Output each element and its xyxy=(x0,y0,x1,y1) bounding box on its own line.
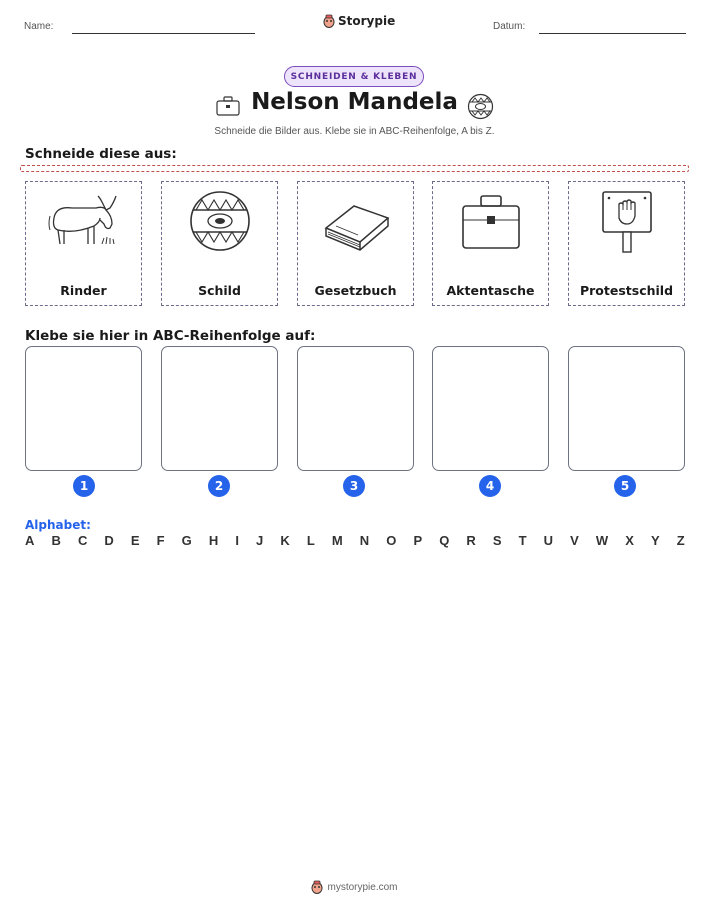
number-badge-4: 4 xyxy=(479,475,501,497)
letter: H xyxy=(208,533,219,548)
protest-sign-icon xyxy=(587,188,667,254)
briefcase-icon xyxy=(451,188,531,254)
name-label: Name: xyxy=(24,21,54,32)
card-label: Schild xyxy=(198,283,241,298)
logo-text: Storypie xyxy=(338,14,396,28)
letter: L xyxy=(306,533,315,548)
letter: X xyxy=(625,533,634,548)
number-badge-5: 5 xyxy=(614,475,636,497)
number-badge-3: 3 xyxy=(343,475,365,497)
instructions: Schneide die Bilder aus. Klebe sie in ABC-Reihenfolge, A bis Z. xyxy=(214,126,495,137)
cattle-icon xyxy=(44,188,124,254)
date-line[interactable] xyxy=(539,33,686,34)
letter: B xyxy=(51,533,61,548)
cut-card-aktentasche[interactable] xyxy=(432,181,549,306)
paste-box-4[interactable] xyxy=(432,346,549,471)
letter: T xyxy=(518,533,527,548)
alphabet-letters xyxy=(25,533,685,548)
letter: G xyxy=(181,533,192,548)
paste-box-1[interactable] xyxy=(25,346,142,471)
letter: K xyxy=(280,533,290,548)
letter: Y xyxy=(650,533,660,548)
date-label: Datum: xyxy=(493,21,526,32)
letter: D xyxy=(104,533,114,548)
shield-icon xyxy=(467,93,494,120)
letter: S xyxy=(492,533,502,548)
letter: P xyxy=(413,533,423,548)
card-label: Gesetzbuch xyxy=(314,283,397,298)
footer xyxy=(0,880,709,894)
number-badge-2: 2 xyxy=(208,475,230,497)
letter: Z xyxy=(676,533,685,548)
letter: J xyxy=(256,533,264,548)
paste-box-5[interactable] xyxy=(568,346,685,471)
letter: M xyxy=(331,533,343,548)
law-book-icon xyxy=(316,188,396,254)
cut-card-gesetzbuch[interactable] xyxy=(297,181,414,306)
alphabet-title: Alphabet: xyxy=(25,518,91,532)
cut-line xyxy=(20,165,689,172)
cut-card-schild[interactable] xyxy=(161,181,278,306)
paste-box-3[interactable] xyxy=(297,346,414,471)
letter: A xyxy=(25,533,35,548)
letter: F xyxy=(156,533,165,548)
number-badge-1: 1 xyxy=(73,475,95,497)
letter: N xyxy=(359,533,370,548)
card-label: Protestschild xyxy=(579,283,674,298)
cut-card-protestschild[interactable] xyxy=(568,181,685,306)
paste-box-2[interactable] xyxy=(161,346,278,471)
card-label: Aktentasche xyxy=(446,283,535,298)
letter: W xyxy=(595,533,609,548)
name-line[interactable] xyxy=(72,33,255,34)
letter: C xyxy=(77,533,88,548)
cut-section-title: Schneide diese aus: xyxy=(25,146,177,162)
letter: U xyxy=(543,533,554,548)
cut-card-rinder[interactable] xyxy=(25,181,142,306)
footer-link[interactable]: mystorypie.com xyxy=(327,881,398,893)
paste-section-title: Klebe sie hier in ABC-Reihenfolge auf: xyxy=(25,328,316,344)
page-title: Nelson Mandela xyxy=(251,89,458,115)
storypie-logo xyxy=(323,14,395,28)
letter: V xyxy=(570,533,579,548)
activity-badge: SCHNEIDEN & KLEBEN xyxy=(284,66,424,87)
letter: E xyxy=(130,533,140,548)
letter: I xyxy=(235,533,239,548)
letter: Q xyxy=(439,533,450,548)
storypie-mascot-icon xyxy=(311,880,323,894)
letter: O xyxy=(386,533,397,548)
letter: R xyxy=(466,533,476,548)
shield-icon xyxy=(180,188,260,254)
storypie-mascot-icon xyxy=(323,14,335,28)
card-label: Rinder xyxy=(60,283,107,298)
